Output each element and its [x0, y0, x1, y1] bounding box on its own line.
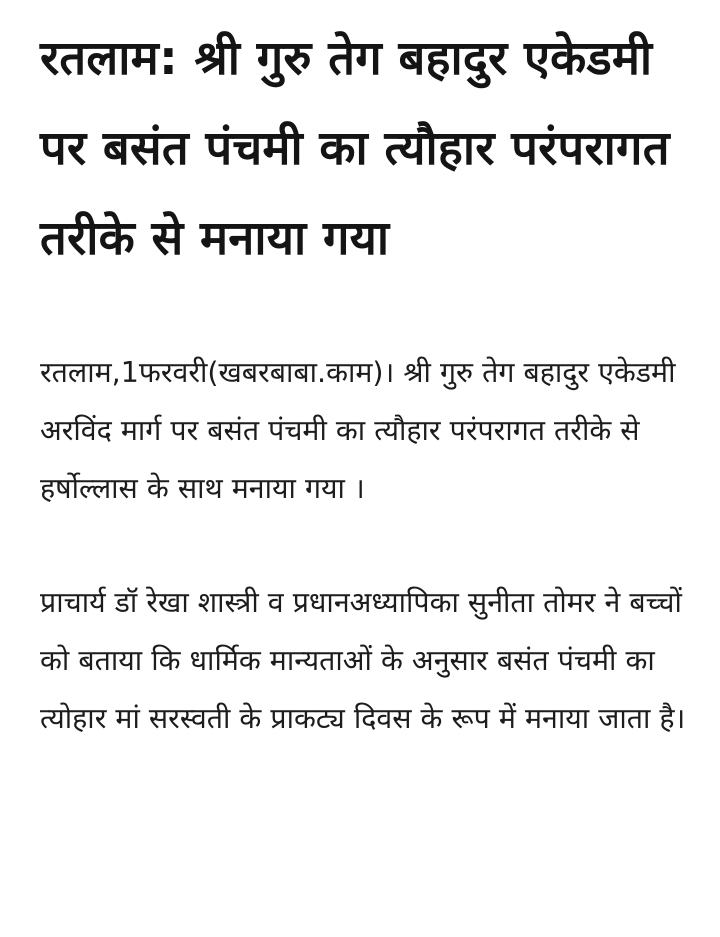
news-article [40, 14, 700, 748]
article-paragraph-1: रतलाम,1फरवरी(खबरबाबा.काम)। श्री गुरु तेग बहादुर एकेडमी अरविंद मार्ग पर बसंत पंचमी का त्यौहार परंपरागत तरीके से हर्षोल्लास के साथ मनाया गया । [40, 356, 676, 505]
article-paragraph-2: प्राचार्य डॉ रेखा शास्त्री व प्रधानअध्यापिका सुनीता तोमर ने बच्चों को बताया कि धार्मिक मान्यताओं के अनुसार बसंत पंचमी का त्योहार मां सरस्वती के प्राकट्य दिवस के रूप में मनाया जाता है। [40, 586, 686, 735]
article-headline: रतलाम: श्री गुरु तेग बहादुर एकेडमी पर बसंत पंचमी का त्यौहार परंपरागत तरीके से मनाया गया [40, 31, 670, 266]
